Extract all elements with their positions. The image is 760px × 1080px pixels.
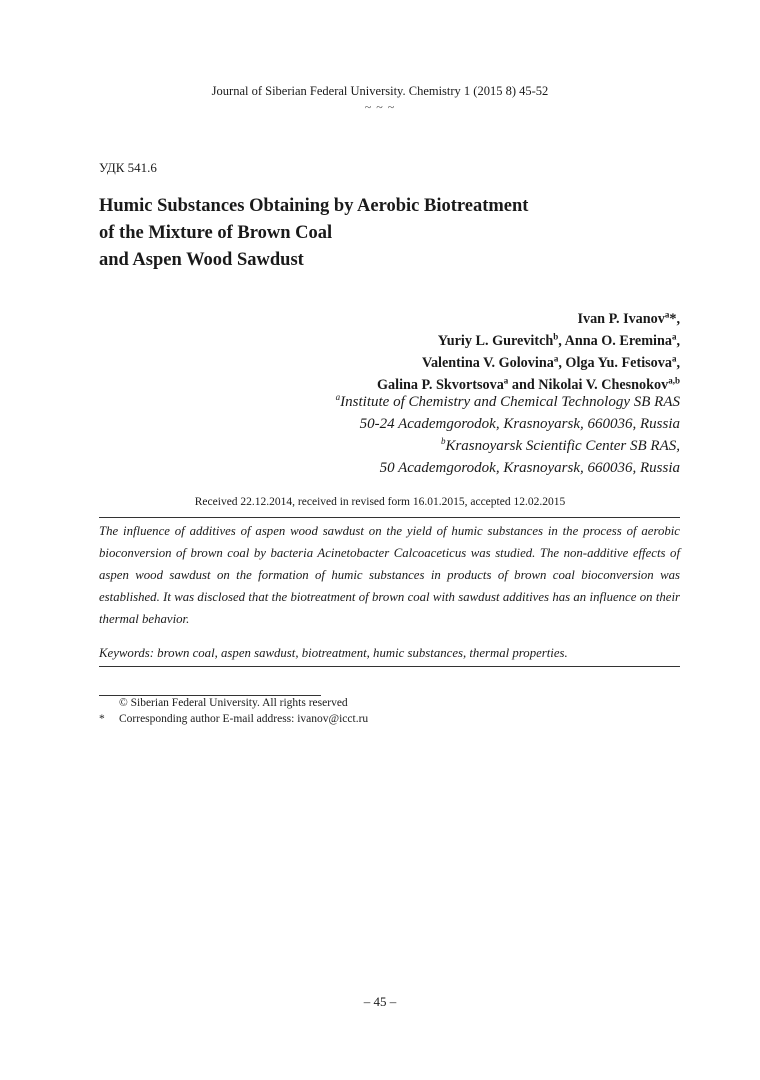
author-affil-sup: a,b [668,375,680,386]
page-number: – 45 – [363,994,397,1009]
abstract-top-rule [99,517,680,518]
author-affil-sup: a [553,353,559,364]
author-name: Galina P. Skvortsova [377,377,504,393]
corresponding-mark: * [669,311,677,327]
author-affil-sup: a [503,375,509,386]
affiliations [80,391,680,479]
abstract-text: The influence of additives of aspen wood sawdust on the yield of humic substances in the process of aerobic bioconversion of brown coal by bacteria Acinetobacter Calcoaceticus was studied. The non-additive effects of aspen wood sawdust on the formation of humic substances in products of brown coal bioconversion was established. It was disclosed that the biotreatment of brown coal with sawdust additives has an influence on their thermal behavior. [99,524,680,626]
received-dates: Received 22.12.2014, received in revised form 16.01.2015, accepted 12.02.2015 [194,496,566,508]
author-name: Ivan P. Ivanov [577,311,665,327]
author-name: Yuriy L. Gurevitch [437,333,554,349]
author-affil-sup: a [664,309,670,320]
author-sep: , [558,333,562,349]
udk-code: УДК 541.6 [99,160,157,175]
affiliation-b-line-2: 50 Academgorodok, Krasnoyarsk, 660036, Russia [379,460,680,476]
header-separator: ~ ~ ~ [364,100,396,114]
title-line-3: and Aspen Wood Sawdust [99,250,304,270]
footnote-star: * [99,713,105,725]
author-list [80,308,680,396]
affil-text: Krasnoyarsk Scientific Center SB RAS, [445,438,680,454]
author-affil-sup: a [671,331,677,342]
keywords: Keywords: brown coal, aspen sawdust, biotreatment, humic substances, thermal properties. [99,646,568,660]
copyright-footnote: © Siberian Federal University. All rights reserved [119,697,348,709]
author-sep: , [676,355,680,371]
journal-header: Journal of Siberian Federal University. Chemistry 1 (2015 8) 45-52 [211,84,549,98]
author-affil-sup: b [553,331,559,342]
author-affil-sup: a [671,353,677,364]
title-line-1: Humic Substances Obtaining by Aerobic Biotreatment [99,196,529,216]
affil-sup: b [440,436,446,446]
author-sep: , [558,355,562,371]
affiliation-a-line-1 [80,391,680,413]
affil-sup: a [335,392,341,402]
corresponding-email: Corresponding author E-mail address: ivanov@icct.ru [119,713,369,725]
author-name: Anna O. Eremina [564,333,672,349]
affiliation-b-line-1 [80,435,680,457]
author-sep: , [676,333,680,349]
title-line-2: of the Mixture of Brown Coal [99,223,333,243]
footnote-rule [99,695,321,696]
author-name: Nikolai V. Chesnokov [538,377,669,393]
author-sep: , [676,311,680,327]
author-line-1 [80,308,680,330]
corresponding-footnote [99,713,368,725]
author-sep: and [508,377,535,393]
paper-title [99,193,619,274]
abstract-bottom-rule [99,666,680,667]
author-name: Olga Yu. Fetisova [565,355,672,371]
affiliation-a-line-2: 50-24 Academgorodok, Krasnoyarsk, 660036, Russia [359,416,680,432]
author-line-3 [80,352,680,374]
affil-text: Institute of Chemistry and Chemical Technology SB RAS [340,394,680,410]
author-line-2 [80,330,680,352]
author-name: Valentina V. Golovina [422,355,554,371]
